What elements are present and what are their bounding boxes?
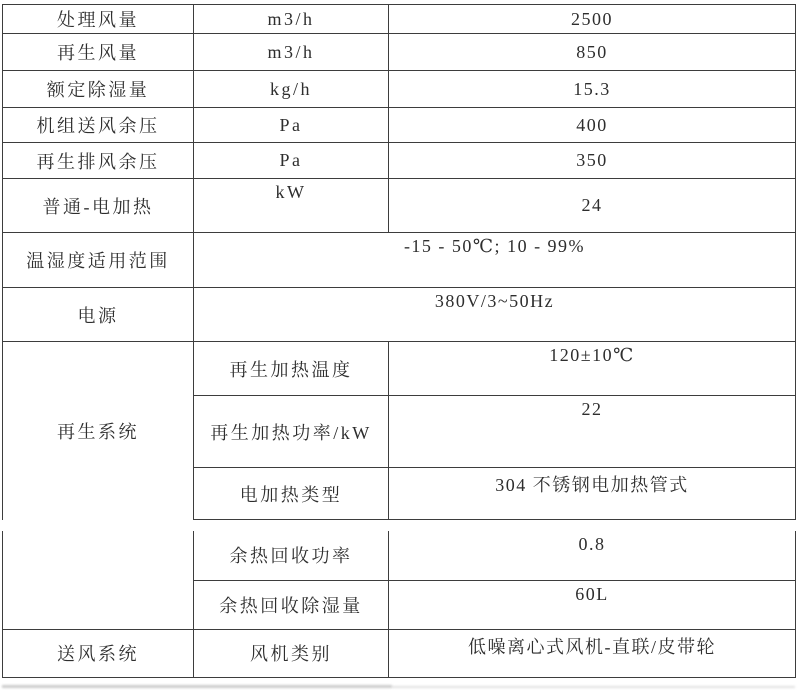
row-rated-dehumidification [3,71,796,108]
row-electric-heating [3,179,796,233]
spec-param: 电加热类型 [194,468,389,520]
spec-value: 120±10℃ [389,342,796,396]
spec-value: 60L [389,580,796,629]
spec-param: 余热回收功率 [194,531,389,580]
spec-label: 温湿度适用范围 [3,233,194,288]
spec-param: 风机类别 [194,629,389,677]
row-regen-air-volume [3,34,796,71]
spec-value: 24 [389,179,796,233]
spec-unit: kg/h [194,71,389,108]
row-temp-humidity-range [3,233,796,288]
spec-param: 再生加热功率/kW [194,396,389,468]
spec-label: 机组送风余压 [3,108,194,143]
spec-value: -15 - 50℃; 10 - 99% [194,233,796,288]
row-processing-air-volume [3,5,796,34]
spec-label: 普通-电加热 [3,179,194,233]
supply-system-group-label: 送风系统 [3,629,194,677]
spec-label: 再生风量 [3,34,194,71]
spec-param: 再生加热温度 [194,342,389,396]
spec-value: 380V/3~50Hz [194,288,796,342]
regen-system-group-label: 再生系统 [3,342,194,520]
spec-label: 再生排风余压 [3,143,194,179]
spec-label: 电源 [3,288,194,342]
row-power-supply [3,288,796,342]
spec-unit: m3/h [194,34,389,71]
spec-table-continued [2,531,796,678]
row-fan-type [3,629,796,677]
cutoff-artifact-right [392,686,795,688]
spec-table-main [2,4,796,520]
spec-value: 0.8 [389,531,796,580]
cutoff-artifact-left [2,685,392,688]
spec-value: 400 [389,108,796,143]
spec-label: 额定除湿量 [3,71,194,108]
spec-unit: Pa [194,108,389,143]
regen-system-continuation-cell [3,531,194,629]
spec-value: 850 [389,34,796,71]
spec-value: 304 不锈钢电加热管式 [389,468,796,520]
spec-value: 350 [389,143,796,179]
row-supply-residual-pressure [3,108,796,143]
spec-value: 15.3 [389,71,796,108]
spec-label: 处理风量 [3,5,194,34]
row-regen-heating-temp [3,342,796,396]
spec-unit: Pa [194,143,389,179]
spec-value: 低噪离心式风机-直联/皮带轮 [389,629,796,677]
spec-param: 余热回收除湿量 [194,580,389,629]
spec-value: 22 [389,396,796,468]
spec-value: 2500 [389,5,796,34]
spec-unit: kW [194,179,389,233]
row-heat-recovery-power [3,531,796,580]
spec-unit: m3/h [194,5,389,34]
row-regen-exhaust-residual-pressure [3,143,796,179]
